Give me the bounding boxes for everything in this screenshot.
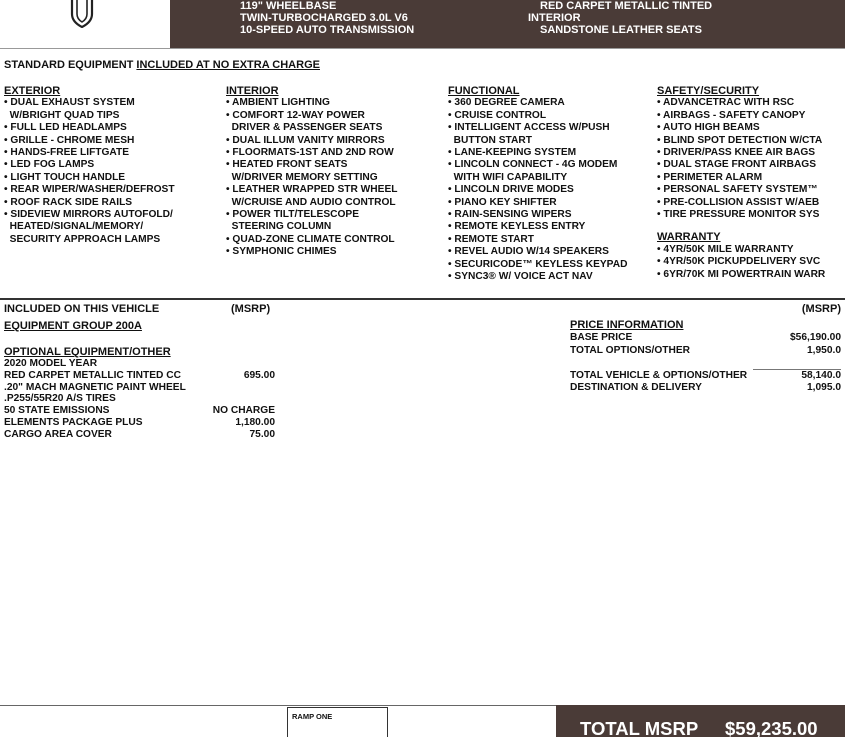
equipment-item: • SIDEVIEW MIRRORS AUTOFOLD/ — [4, 209, 173, 221]
equipment-item: • LINCOLN DRIVE MODES — [448, 184, 574, 196]
equipment-item: • DUAL STAGE FRONT AIRBAGS — [657, 159, 817, 171]
equipment-item: • COMFORT 12-WAY POWER — [226, 109, 365, 121]
spec-line: 119" WHEELBASE — [240, 0, 337, 12]
standard-title-underlined: INCLUDED AT NO EXTRA CHARGE — [136, 59, 320, 71]
equipment-item: W/BRIGHT QUAD TIPS — [4, 109, 120, 121]
warranty-heading: WARRANTY — [657, 231, 721, 244]
functional-column — [448, 85, 627, 284]
equipment-item: • 360 DEGREE CAMERA — [448, 97, 565, 109]
lincoln-star-icon — [68, 0, 98, 28]
equipment-item: WITH WIFI CAPABILITY — [448, 171, 568, 183]
footer-divider — [0, 705, 556, 706]
exterior-column — [4, 85, 175, 246]
color-line: RED CARPET METALLIC TINTED — [540, 0, 713, 12]
color-line: INTERIOR — [528, 12, 581, 24]
equipment-item: • DUAL EXHAUST SYSTEM — [4, 97, 135, 109]
total-options-value: 1,950.0 — [807, 345, 841, 356]
optional-equipment-title: OPTIONAL EQUIPMENT/OTHER — [4, 346, 171, 358]
equipment-item: • SYNC3® W/ VOICE ACT NAV — [448, 271, 593, 283]
equipment-group: EQUIPMENT GROUP 200A — [4, 320, 142, 332]
equipment-item: DRIVER & PASSENGER SEATS — [226, 122, 383, 134]
equipment-item: • HANDS-FREE LIFTGATE — [4, 147, 130, 159]
divider — [0, 298, 845, 300]
equipment-item: • 6YR/70K MI POWERTRAIN WARR — [657, 268, 826, 280]
brand-logo — [0, 0, 170, 48]
equipment-item: STEERING COLUMN — [226, 221, 332, 233]
equipment-item: • REMOTE KEYLESS ENTRY — [448, 221, 586, 233]
option-price: 695.00 — [243, 369, 275, 381]
equipment-item: • LINCOLN CONNECT - 4G MODEM — [448, 159, 618, 171]
interior-heading: INTERIOR — [226, 85, 279, 97]
destination-value: 1,095.0 — [807, 382, 841, 393]
option-price: 1,180.00 — [235, 417, 275, 428]
equipment-item: BUTTON START — [448, 134, 532, 146]
option-name: 2020 MODEL YEAR — [4, 358, 98, 369]
option-name: ELEMENTS PACKAGE PLUS — [4, 417, 143, 428]
equipment-item: • QUAD-ZONE CLIMATE CONTROL — [226, 233, 395, 245]
included-msrp-label: (MSRP) — [231, 303, 271, 315]
equipment-item: • PERIMETER ALARM — [657, 171, 763, 183]
option-name: CARGO AREA COVER — [4, 428, 112, 440]
header-band — [170, 0, 845, 48]
equipment-item: • HEATED FRONT SEATS — [226, 159, 348, 171]
spec-line: TWIN-TURBOCHARGED 3.0L V6 — [240, 12, 408, 24]
equipment-item: • BLIND SPOT DETECTION W/CTA — [657, 134, 823, 146]
total-msrp-band — [556, 705, 845, 737]
destination-label: DESTINATION & DELIVERY — [570, 382, 702, 393]
safety-column — [657, 85, 825, 281]
equipment-item: • REAR WIPER/WASHER/DEFROST — [4, 184, 175, 196]
option-name: RED CARPET METALLIC TINTED CC — [4, 369, 181, 381]
equipment-item: • FLOORMATS-1ST AND 2ND ROW — [226, 147, 394, 159]
spec-line: 10-SPEED AUTO TRANSMISSION — [240, 24, 415, 36]
equipment-item: SECURITY APPROACH LAMPS — [4, 233, 161, 245]
equipment-item: • SECURICODE™ KEYLESS KEYPAD — [448, 258, 628, 270]
interior-column — [226, 85, 397, 259]
equipment-item: • PRE-COLLISION ASSIST W/AEB — [657, 196, 820, 208]
functional-heading: FUNCTIONAL — [448, 85, 520, 97]
equipment-item: • AUTO HIGH BEAMS — [657, 122, 760, 134]
standard-equipment-title — [4, 59, 320, 71]
exterior-heading: EXTERIOR — [4, 85, 61, 97]
base-price-value: $56,190.00 — [790, 332, 841, 343]
equipment-item: • FULL LED HEADLAMPS — [4, 122, 127, 134]
included-title: INCLUDED ON THIS VEHICLE — [4, 303, 160, 315]
total-options-label: TOTAL OPTIONS/OTHER — [570, 345, 690, 356]
option-name: .20" MACH MAGNETIC PAINT WHEEL — [4, 381, 186, 393]
price-info-title: PRICE INFORMATION — [570, 319, 684, 331]
equipment-item: • PERSONAL SAFETY SYSTEM™ — [657, 184, 818, 196]
equipment-item: • LED FOG LAMPS — [4, 159, 95, 171]
equipment-item: • LEATHER WRAPPED STR WHEEL — [226, 184, 398, 196]
equipment-item: • REVEL AUDIO W/14 SPEAKERS — [448, 246, 609, 258]
equipment-item: • 4YR/50K MILE WARRANTY — [657, 243, 794, 255]
equipment-item: • RAIN-SENSING WIPERS — [448, 209, 572, 221]
option-name: .P255/55R20 A/S TIRES — [4, 393, 116, 405]
equipment-item: • AMBIENT LIGHTING — [226, 97, 330, 109]
equipment-item: W/DRIVER MEMORY SETTING — [226, 171, 378, 183]
ramp-box — [287, 707, 388, 737]
equipment-item: • 4YR/50K PICKUPDELIVERY SVC — [657, 256, 821, 268]
total-msrp-label: TOTAL MSRP — [580, 718, 699, 737]
equipment-item: • SYMPHONIC CHIMES — [226, 246, 337, 258]
equipment-item: • REMOTE START — [448, 233, 535, 245]
header — [0, 0, 845, 48]
base-price-label: BASE PRICE — [570, 332, 633, 343]
standard-title-prefix: STANDARD EQUIPMENT — [4, 59, 137, 71]
color-line: SANDSTONE LEATHER SEATS — [540, 24, 702, 36]
equipment-item: • INTELLIGENT ACCESS W/PUSH — [448, 122, 610, 134]
equipment-item: • PIANO KEY SHIFTER — [448, 196, 557, 208]
equipment-item: • AIRBAGS - SAFETY CANOPY — [657, 109, 806, 121]
equipment-item: • DRIVER/PASS KNEE AIR BAGS — [657, 147, 816, 159]
divider — [0, 48, 845, 49]
equipment-item: • POWER TILT/TELESCOPE — [226, 209, 359, 221]
equipment-item: • CRUISE CONTROL — [448, 109, 547, 121]
total-msrp-value: $59,235.00 — [725, 718, 818, 737]
equipment-item: • ROOF RACK SIDE RAILS — [4, 196, 133, 208]
ramp-label: RAMP ONE — [292, 712, 333, 721]
equipment-item: • ADVANCETRAC WITH RSC — [657, 97, 795, 109]
equipment-item: • LANE-KEEPING SYSTEM — [448, 147, 577, 159]
price-msrp-label: (MSRP) — [801, 303, 841, 315]
total-vehicle-label: TOTAL VEHICLE & OPTIONS/OTHER — [570, 370, 748, 381]
option-price: 75.00 — [249, 428, 275, 440]
equipment-item: • GRILLE - CHROME MESH — [4, 134, 135, 146]
option-price: NO CHARGE — [212, 405, 275, 417]
equipment-item: HEATED/SIGNAL/MEMORY/ — [4, 221, 144, 233]
equipment-item: • DUAL ILLUM VANITY MIRRORS — [226, 134, 385, 146]
safety-heading: SAFETY/SECURITY — [657, 85, 760, 97]
equipment-item: W/CRUISE AND AUDIO CONTROL — [226, 196, 396, 208]
equipment-item: • LIGHT TOUCH HANDLE — [4, 171, 126, 183]
equipment-item: • TIRE PRESSURE MONITOR SYS — [657, 209, 820, 221]
total-vehicle-value: 58,140.0 — [801, 370, 841, 381]
option-name: 50 STATE EMISSIONS — [4, 405, 110, 417]
